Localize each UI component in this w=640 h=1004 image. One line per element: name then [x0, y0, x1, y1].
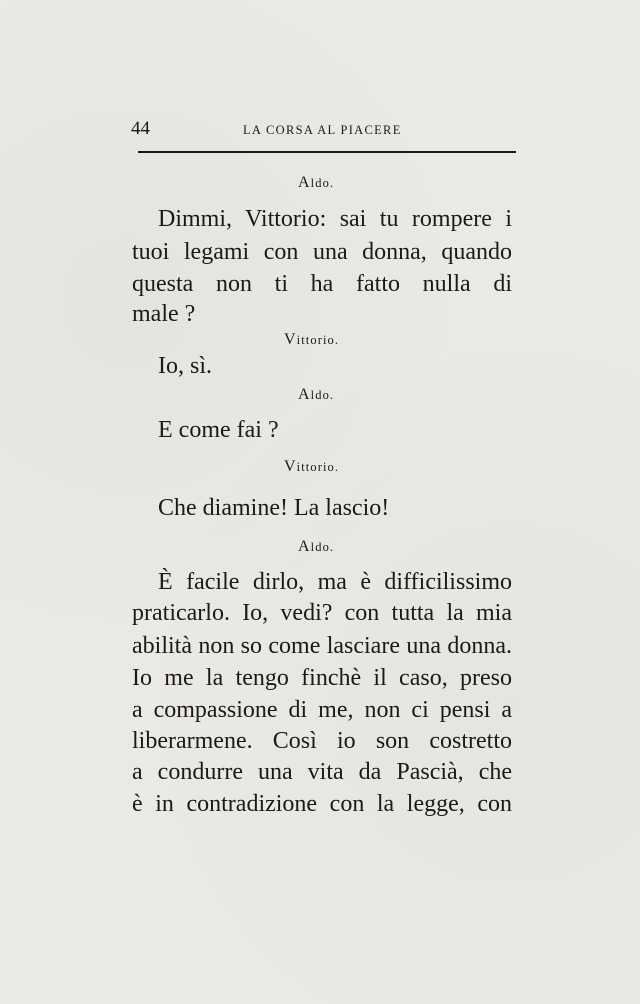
- header-rule: [138, 151, 516, 153]
- speaker-name: Vittorio.: [284, 458, 340, 475]
- dialogue-line: Io me la tengo finchè il caso, preso: [132, 665, 512, 691]
- dialogue-line: Dimmi, Vittorio: sai tu rompere i: [158, 206, 512, 232]
- dialogue-line: abilità non so come lasciare una donna.: [132, 633, 512, 659]
- dialogue-line: male ?: [132, 301, 196, 327]
- dialogue-line: praticarlo. Io, vedi? con tutta la mia: [132, 600, 512, 626]
- dialogue-line: liberarmene. Così io son costretto: [132, 728, 512, 754]
- page-number: 44: [131, 118, 150, 139]
- dialogue-line: a condurre una vita da Pascià, che: [132, 759, 512, 785]
- dialogue-line: tuoi legami con una donna, quando: [132, 239, 512, 265]
- speaker-name: Aldo.: [298, 538, 335, 555]
- dialogue-line: questa non ti ha fatto nulla di: [132, 271, 512, 297]
- running-title: LA CORSA AL PIACERE: [243, 123, 402, 137]
- speaker-name: Vittorio.: [284, 331, 340, 348]
- page-header: [131, 118, 516, 140]
- speaker-name: Aldo.: [298, 174, 335, 191]
- dialogue-line: Che diamine! La lascio!: [158, 495, 390, 521]
- dialogue-line: è in contradizione con la legge, con: [132, 791, 512, 817]
- dialogue-line: È facile dirlo, ma è difficilissimo: [158, 569, 512, 595]
- speaker-name: Aldo.: [298, 386, 335, 403]
- dialogue-line: E come fai ?: [158, 417, 279, 443]
- dialogue-line: a compassione di me, non ci pensi a: [132, 697, 512, 723]
- dialogue-line: Io, sì.: [158, 353, 212, 379]
